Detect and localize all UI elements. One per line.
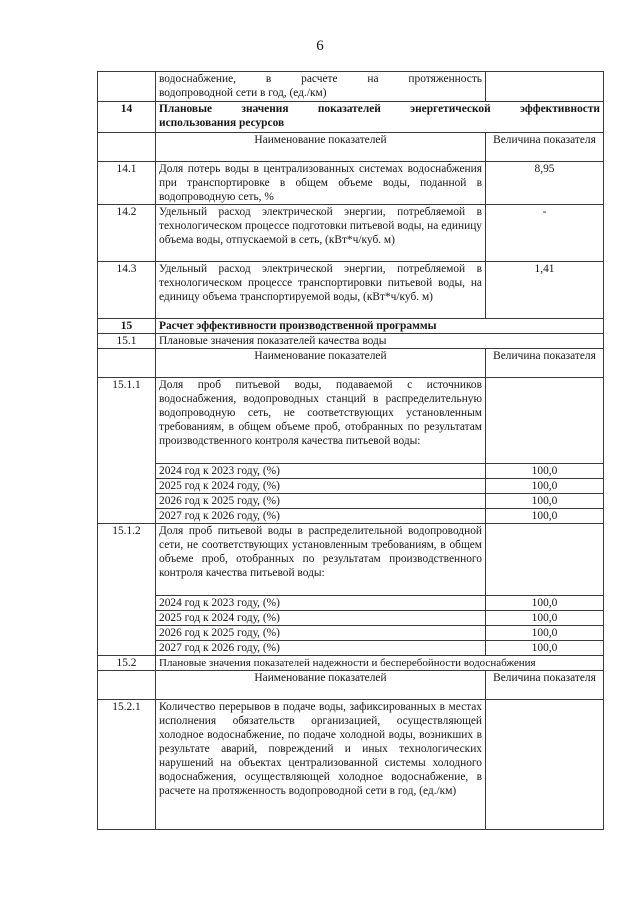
section-number: 15: [98, 319, 156, 334]
year-value: 100,0: [486, 611, 604, 626]
indicator-text: Количество перерывов в подаче воды, зафиксированных в местах исполнения обязательств организацией, осуществляющей холодное водоснабжение, по подаче холодной воды, возникших в результате аварий, повреждений и иных технологических нарушений на объектах централизованной системы холодного водоснабжения, осуществляющей холодное водоснабжение, в расчете на протяженность водопроводной сети в год, (ед./км): [156, 700, 486, 830]
header-name: Наименование показателей: [156, 671, 486, 700]
year-value: 100,0: [486, 641, 604, 656]
section-title: Расчет эффективности производственной программы: [156, 319, 604, 334]
header-row: [98, 349, 604, 378]
year-row: [98, 509, 604, 524]
year-row: [98, 641, 604, 656]
section-row: [98, 102, 604, 133]
year-label: 2027 год к 2026 году, (%): [156, 641, 486, 656]
table-row: [98, 162, 604, 205]
subsection-number: 15.1: [98, 334, 156, 349]
year-value: 100,0: [486, 464, 604, 479]
header-row: [98, 671, 604, 700]
table-row: [98, 700, 604, 830]
year-label: 2026 год к 2025 году, (%): [156, 494, 486, 509]
section-title: [156, 102, 604, 133]
year-label: 2027 год к 2026 году, (%): [156, 509, 486, 524]
row-number: 14.1: [98, 162, 156, 205]
indicator-value: 1,41: [486, 262, 604, 319]
year-value: 100,0: [486, 494, 604, 509]
year-label: 2024 год к 2023 году, (%): [156, 464, 486, 479]
header-blank: [98, 133, 156, 162]
value-cell: [486, 524, 604, 596]
table-row: [98, 205, 604, 262]
table-row: [98, 72, 604, 102]
indicator-value: -: [486, 205, 604, 262]
indicator-text: Доля проб питьевой воды, подаваемой с источников водоснабжения, водопроводных станций в распределительную водопроводную сеть, не соответствующих установленным требованиям, в общем объеме проб, отобранных по результатам производственного контроля качества питьевой воды:: [156, 378, 486, 464]
row-number: 15.1.2: [98, 524, 156, 656]
year-row: [98, 626, 604, 641]
year-value: 100,0: [486, 626, 604, 641]
table-row: [98, 262, 604, 319]
value-cell: [486, 378, 604, 464]
section-row: [98, 319, 604, 334]
indicator-value: 8,95: [486, 162, 604, 205]
year-value: 100,0: [486, 596, 604, 611]
continuation-line: водоснабжение, в расчете на протяженность: [159, 73, 482, 85]
row-number: 14.3: [98, 262, 156, 319]
year-row: [98, 596, 604, 611]
header-value: Величина показателя: [486, 133, 604, 162]
indicator-text: Доля проб питьевой воды в распределительной водопроводной сети, не соответствующих установленным требованиям, в общем объеме проб, отобранных по результатам производственного контроля качества питьевой воды:: [156, 524, 486, 596]
year-value: 100,0: [486, 509, 604, 524]
row-number: 15.2.1: [98, 700, 156, 830]
header-value: Величина показателя: [486, 349, 604, 378]
indicator-text: Удельный расход электрической энергии, потребляемой в технологическом процессе транспортировки питьевой воды, на единицу объема транспортируемой воды, (кВт*ч/куб. м): [156, 262, 486, 319]
subsection-row: [98, 656, 604, 671]
header-blank: [98, 671, 156, 700]
year-label: 2026 год к 2025 году, (%): [156, 626, 486, 641]
header-name: Наименование показателей: [156, 349, 486, 378]
section-number: 14: [98, 102, 156, 133]
year-label: 2025 год к 2024 году, (%): [156, 479, 486, 494]
year-row: [98, 494, 604, 509]
subsection-title: Плановые значения показателей качества воды: [156, 334, 604, 349]
subsection-title: Плановые значения показателей надежности и бесперебойности водоснабжения: [156, 656, 604, 671]
indicator-text: [156, 72, 486, 102]
header-value: Величина показателя: [486, 671, 604, 700]
value-cell: [486, 72, 604, 102]
continuation-line: водопроводной сети в год, (ед./км): [159, 87, 327, 99]
year-value: 100,0: [486, 479, 604, 494]
table-row: [98, 524, 604, 596]
section-title-line: Плановые значения показателей энергетической эффективности: [159, 103, 600, 115]
indicator-text: Удельный расход электрической энергии, потребляемой в технологическом процессе подготовки питьевой воды, на единицу объема воды, отпускаемой в сеть, (кВт*ч/куб. м): [156, 205, 486, 262]
indicators-table: [97, 71, 604, 830]
header-row: [98, 133, 604, 162]
subsection-number: 15.2: [98, 656, 156, 671]
year-label: 2024 год к 2023 году, (%): [156, 596, 486, 611]
row-number: 14.2: [98, 205, 156, 262]
year-label: 2025 год к 2024 году, (%): [156, 611, 486, 626]
indicator-text: Доля потерь воды в централизованных системах водоснабжения при транспортировке в общем объеме воды, поданной в водопроводную сеть, %: [156, 162, 486, 205]
section-title-line: использования ресурсов: [159, 117, 285, 129]
row-number: 15.1.1: [98, 378, 156, 524]
header-name: Наименование показателей: [156, 133, 486, 162]
subsection-row: [98, 334, 604, 349]
indicator-value: [486, 700, 604, 830]
year-row: [98, 464, 604, 479]
year-row: [98, 479, 604, 494]
header-blank: [98, 349, 156, 378]
table-row: [98, 378, 604, 464]
year-row: [98, 611, 604, 626]
page-number: 6: [316, 38, 324, 54]
row-number-cell: [98, 72, 156, 102]
